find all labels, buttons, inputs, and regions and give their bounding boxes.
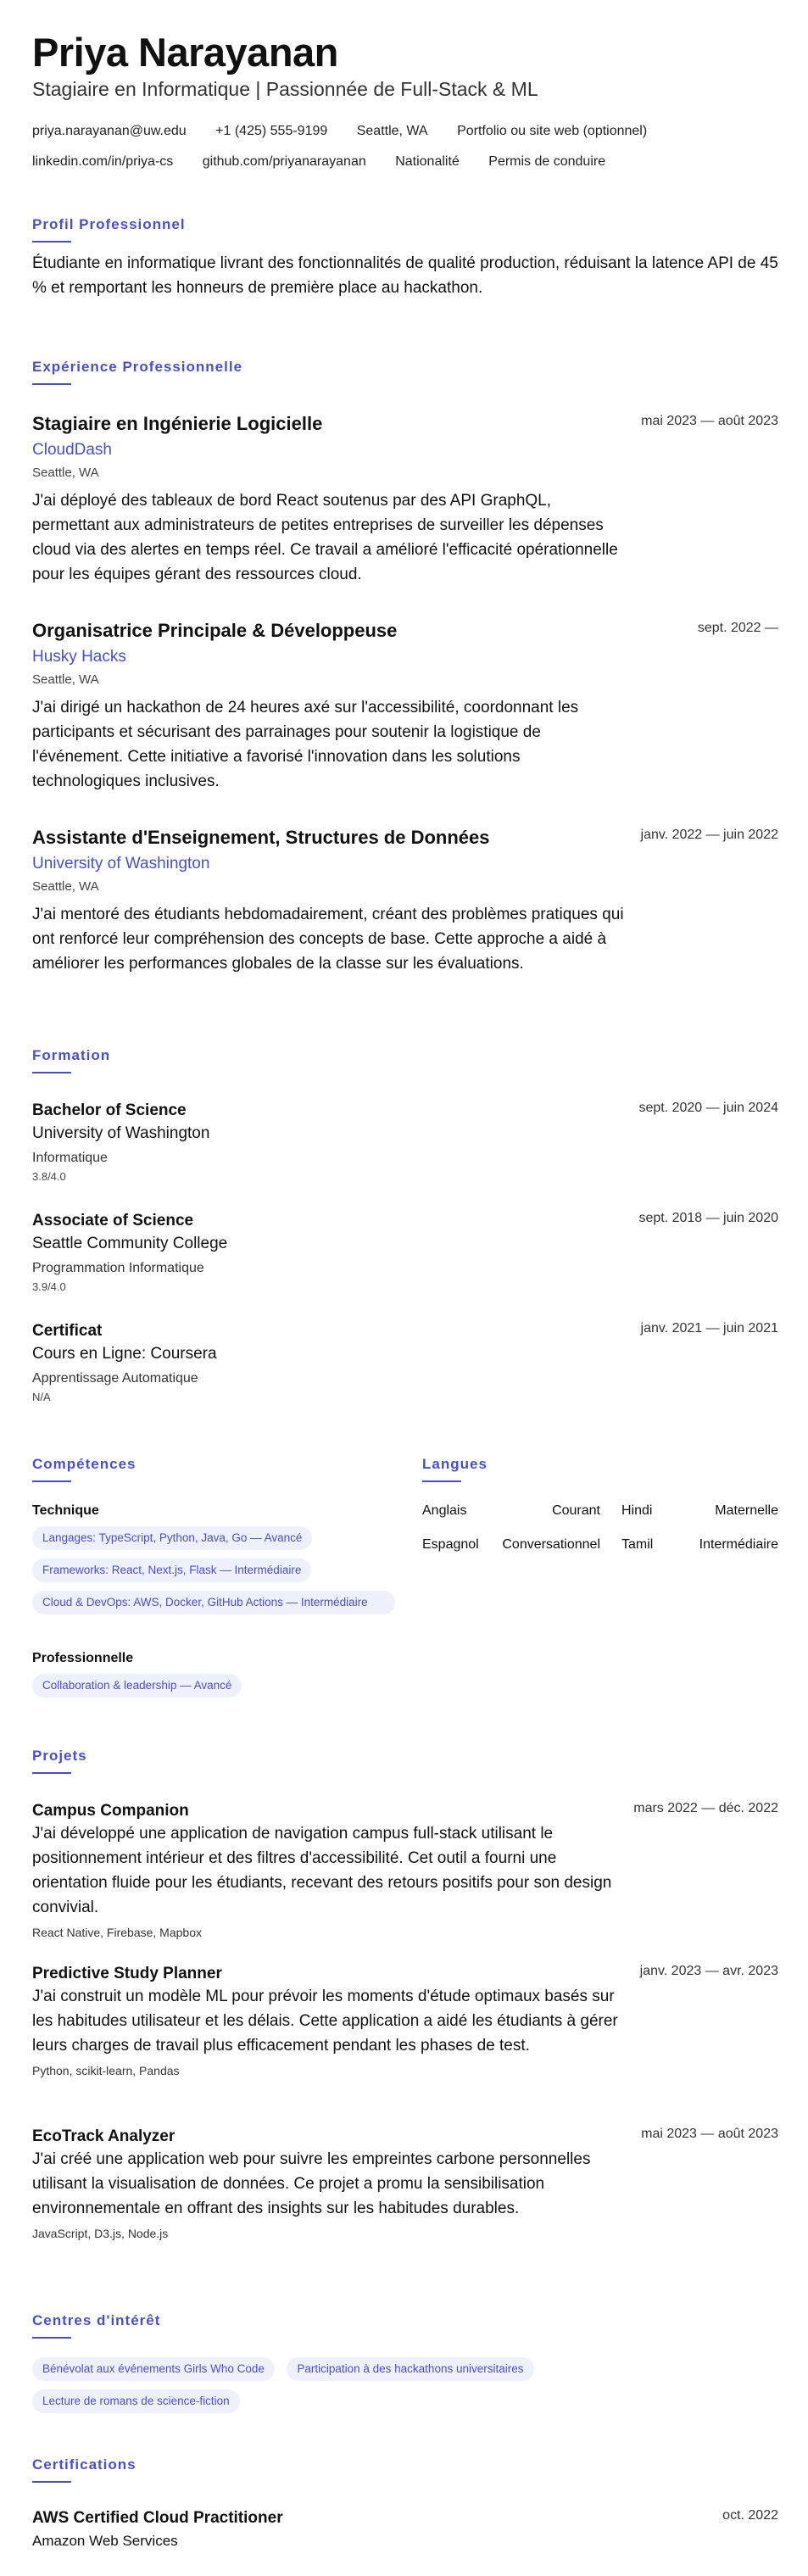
experience-org[interactable]: University of Washington <box>32 855 210 873</box>
project-dates: mars 2022 — déc. 2022 <box>633 1801 778 1815</box>
experience-role: Organisatrice Principale & Développeuse <box>32 620 398 641</box>
interests-heading: Centres d'intérêt <box>32 2312 161 2328</box>
section-divider <box>32 1072 71 1073</box>
profile-heading: Profil Professionnel <box>32 216 186 232</box>
skills-professional-heading: Professionnelle <box>32 1651 134 1665</box>
experience-entry <box>32 412 778 587</box>
project-tech: JavaScript, D3.js, Node.js <box>32 2227 169 2240</box>
experience-entry <box>32 619 778 794</box>
section-divider <box>32 1480 71 1482</box>
education-degree: Bachelor of Science <box>32 1101 187 1119</box>
project-description: J'ai développé une application de navigation campus full-stack utilisant le positionnement intérieur et des filtres d'accessibilité. Cet outil a fourni une orientation fluide pour les étudiants, recevant des retours positifs pour son design convivial. <box>32 1825 612 1916</box>
experience-location: Seattle, WA <box>32 879 99 894</box>
contact-github[interactable]: github.com/priyanarayanan <box>202 154 366 169</box>
languages-heading: Langues <box>422 1456 488 1472</box>
contact-email[interactable]: priya.narayanan@uw.edu <box>32 124 187 138</box>
candidate-name: Priya Narayanan <box>32 30 338 75</box>
contact-location: Seattle, WA <box>356 124 428 138</box>
education-dates: sept. 2018 — juin 2020 <box>638 1211 778 1225</box>
education-school: University of Washington <box>32 1124 210 1142</box>
project-entry <box>32 1801 778 1940</box>
section-divider <box>32 241 71 243</box>
education-section <box>32 1046 110 1073</box>
education-school: Cours en Ligne: Coursera <box>32 1345 217 1363</box>
language-row <box>422 1503 778 1519</box>
contact-row-1 <box>32 124 647 139</box>
experience-dates: mai 2023 — août 2023 <box>641 414 778 428</box>
skill-pill: Cloud & DevOps: AWS, Docker, GitHub Actions — Intermédiaire <box>32 1591 395 1614</box>
certification-entry <box>32 2508 778 2552</box>
contact-row-2 <box>32 154 605 170</box>
language-level: Maternelle <box>715 1503 778 1518</box>
education-entry <box>32 1101 778 1184</box>
project-dates: mai 2023 — août 2023 <box>641 2127 778 2141</box>
experience-description: J'ai déployé des tableaux de bord React soutenus par des API GraphQL, permettant aux administrateurs de petites entreprises de surveiller les dépenses cloud via des alertes en temps réel. Ce travail a amélioré l'efficacité opérationnelle pour les équipes gérant des ressources cloud. <box>32 492 618 583</box>
skills-section <box>32 1455 136 1482</box>
contact-phone[interactable]: +1 (425) 555-9199 <box>215 124 328 138</box>
experience-description: J'ai mentoré des étudiants hebdomadairement, créant des problèmes pratiques qui ont renforcé leur compréhension des concepts de base. Cette approche a aidé à améliorer les performances globales de la classe sur les évaluations. <box>32 906 624 973</box>
interests-row <box>32 2357 539 2381</box>
language-name: Espagnol <box>422 1537 479 1552</box>
experience-org[interactable]: Husky Hacks <box>32 648 126 666</box>
project-name: Campus Companion <box>32 1802 189 1820</box>
skill-pill: Langages: TypeScript, Python, Java, Go — Avancé <box>32 1526 312 1550</box>
project-dates: janv. 2023 — avr. 2023 <box>639 1964 778 1978</box>
education-degree: Certificat <box>32 1322 103 1340</box>
certifications-section <box>32 2456 137 2483</box>
contact-linkedin[interactable]: linkedin.com/in/priya-cs <box>32 154 174 169</box>
project-tech: Python, scikit-learn, Pandas <box>32 2064 180 2077</box>
education-entry <box>32 1321 778 1404</box>
languages-section <box>422 1455 488 1482</box>
certification-issuer: Amazon Web Services <box>32 2533 178 2549</box>
experience-location: Seattle, WA <box>32 466 99 480</box>
candidate-subtitle: Stagiaire en Informatique | Passionnée de Full-Stack & ML <box>32 78 538 100</box>
section-divider <box>32 383 71 385</box>
education-dates: janv. 2021 — juin 2021 <box>640 1321 778 1335</box>
certification-name: AWS Certified Cloud Practitioner <box>32 2509 283 2527</box>
project-name: Predictive Study Planner <box>32 1965 222 1982</box>
language-level: Intermédiaire <box>699 1537 778 1552</box>
experience-location: Seattle, WA <box>32 672 99 687</box>
project-entry <box>32 2127 778 2241</box>
experience-dates: janv. 2022 — juin 2022 <box>640 828 778 842</box>
education-degree: Associate of Science <box>32 1212 194 1229</box>
project-entry <box>32 1964 778 2078</box>
experience-entry <box>32 826 778 976</box>
education-field: Informatique <box>32 1151 108 1165</box>
language-row <box>422 1536 778 1553</box>
skill-pill: Collaboration & leadership — Avancé <box>32 1674 242 1698</box>
experience-description: J'ai dirigé un hackathon de 24 heures axé sur l'accessibilité, coordonnant les participants et sécurisant des parrainages pour soutenir la logistique de l'événement. Cette initiative a favorisé l'innovation dans les solutions technologiques inclusives. <box>32 699 579 790</box>
education-gpa: N/A <box>32 1391 51 1403</box>
interests-section <box>32 2311 160 2339</box>
profile-text: Étudiante en informatique livrant des fonctionnalités de qualité production, réduisant la latence API de 45 % et remportant les honneurs de première place au hackathon. <box>32 254 778 297</box>
language-name: Hindi <box>621 1503 653 1518</box>
experience-heading: Expérience Professionnelle <box>32 359 243 375</box>
education-gpa: 3.8/4.0 <box>32 1170 66 1183</box>
projects-section <box>32 1747 87 1774</box>
projects-heading: Projets <box>32 1748 87 1764</box>
section-divider <box>422 1480 461 1482</box>
language-name: Anglais <box>422 1503 467 1518</box>
interest-pill: Bénévolat aux événements Girls Who Code <box>32 2357 275 2381</box>
education-heading: Formation <box>32 1047 111 1063</box>
interest-pill: Lecture de romans de science-fiction <box>32 2389 240 2413</box>
interests-row <box>32 2389 245 2413</box>
interest-pill: Participation à des hackathons universitaires <box>287 2357 533 2381</box>
certifications-heading: Certifications <box>32 2456 137 2473</box>
profile-section <box>32 215 186 243</box>
project-name: EcoTrack Analyzer <box>32 2127 176 2145</box>
project-tech: React Native, Firebase, Mapbox <box>32 1926 202 1939</box>
section-divider <box>32 2481 71 2483</box>
education-gpa: 3.9/4.0 <box>32 1280 66 1293</box>
certification-date: oct. 2022 <box>722 2508 778 2523</box>
experience-section <box>32 358 242 385</box>
contact-license: Permis de conduire <box>488 154 606 169</box>
project-description: J'ai construit un modèle ML pour prévoir les moments d'étude optimaux basés sur les habitudes utilisateur et les délais. Cette application a aidé les étudiants à gérer leurs charges de travail plus efficacement pendant les phases de test. <box>32 1988 618 2055</box>
education-school: Seattle Community College <box>32 1235 228 1252</box>
language-level: Conversationnel <box>502 1537 600 1552</box>
education-field: Apprentissage Automatique <box>32 1371 198 1386</box>
contact-portfolio[interactable]: Portfolio ou site web (optionnel) <box>457 124 648 138</box>
experience-role: Assistante d'Enseignement, Structures de Données <box>32 827 490 848</box>
skills-technical-heading: Technique <box>32 1503 99 1518</box>
section-divider <box>32 1772 71 1774</box>
education-dates: sept. 2020 — juin 2024 <box>638 1101 778 1115</box>
contact-nationality: Nationalité <box>395 154 460 169</box>
language-level: Courant <box>552 1503 600 1518</box>
skill-pill: Frameworks: React, Next.js, Flask — Intermédiaire <box>32 1558 311 1582</box>
project-description: J'ai créé une application web pour suivre les empreintes carbone personnelles utilisant la visualisation de données. Ce projet a promu la sensibilisation environnementale en offrant des insights sur les habitudes durables. <box>32 2150 591 2217</box>
experience-role: Stagiaire en Ingénierie Logicielle <box>32 413 323 434</box>
language-name: Tamil <box>621 1537 654 1552</box>
skills-heading: Compétences <box>32 1456 137 1472</box>
education-field: Programmation Informatique <box>32 1261 204 1275</box>
section-divider <box>32 2337 71 2339</box>
education-entry <box>32 1211 778 1294</box>
experience-org[interactable]: CloudDash <box>32 441 112 459</box>
languages-table <box>422 1503 778 1553</box>
experience-dates: sept. 2022 — <box>697 621 778 635</box>
